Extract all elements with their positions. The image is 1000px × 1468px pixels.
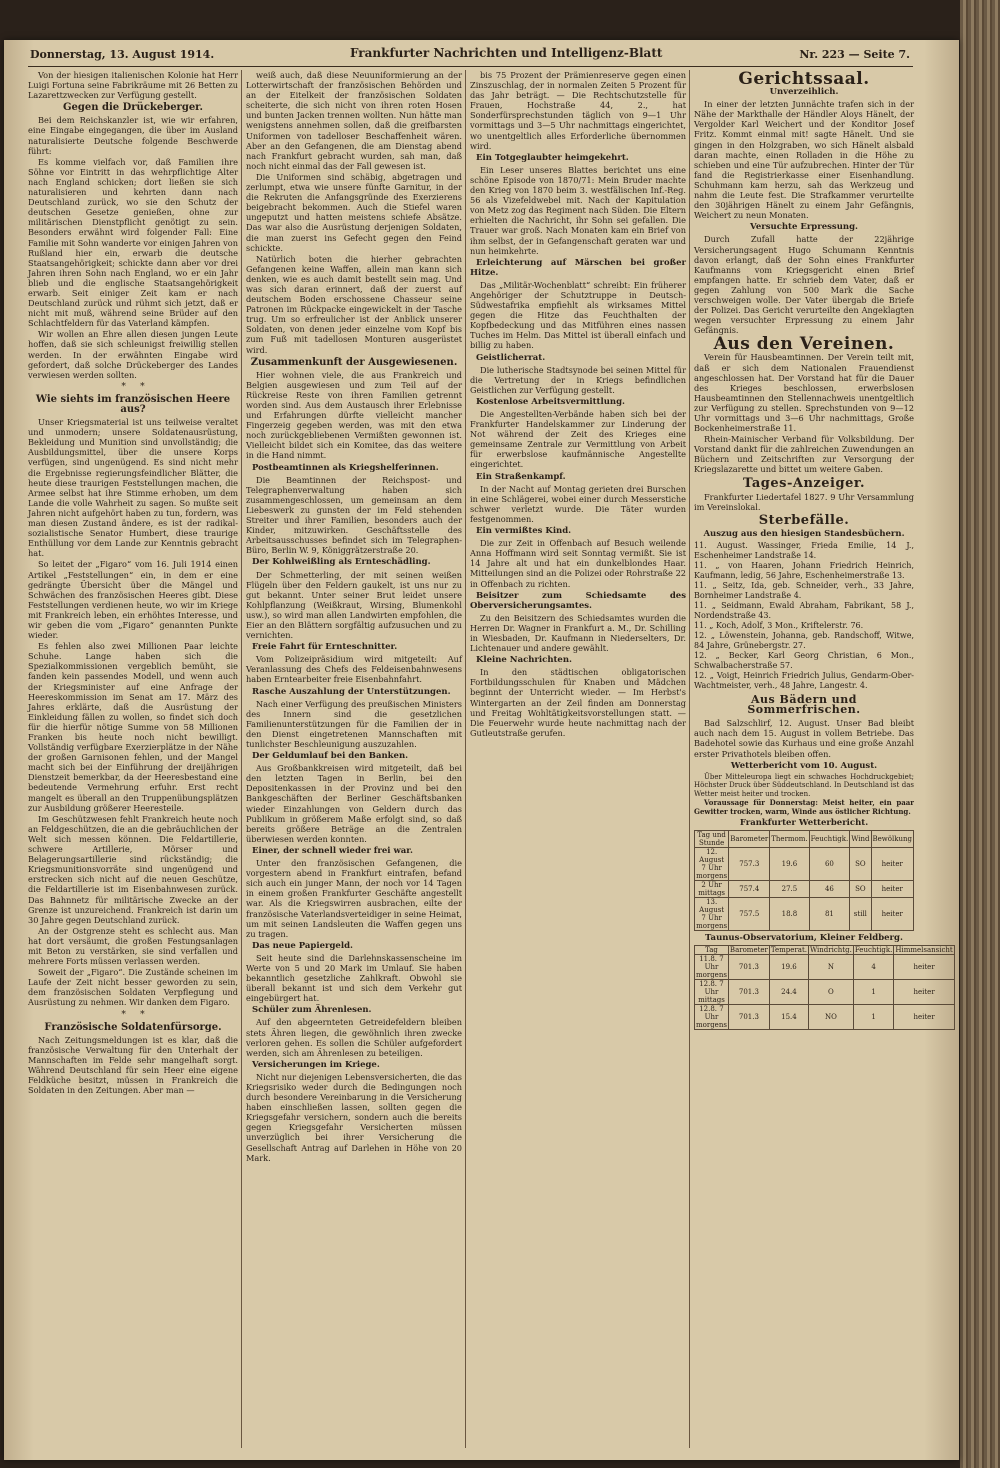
- header-page-number: Nr. 223 — Seite 7.: [799, 48, 910, 61]
- table-cell: 757.5: [729, 898, 770, 931]
- section-subtitle: Unverzeihlich.: [769, 87, 839, 98]
- article-text: Bei dem Reichskanzler ist, wie wir erfahren, eine Eingabe eingegangen, die über im Ausland naturalisierte Deutsche folgende Beschwerde führt:: [28, 115, 238, 156]
- column-4: [694, 69, 953, 1450]
- header-rule: [28, 66, 913, 67]
- table-cell: 18.8: [770, 898, 809, 931]
- article-text: Die Beamtinnen der Reichspost- und Telegraphenverwaltung haben sich zusammengeschlossen, um gemeinsam an dem Liebeswerk zu gunsten der im Feld stehenden Streiter und ihrer Familien, besonders auch der Kinder, mitzuwirken. Geschäftsstelle des Arbeitsausschusses befindet sich im Telegraphen-Büro, Berlin W. 9, Königgrätzerstraße 20.: [246, 474, 462, 556]
- article-text: Zu den Beisitzern des Schiedsamtes wurden die Herren Dr. Wagner in Frankfurt a. M., Dr. Schilling in Wiesbaden, Dr. Kaufmann in Niederselters, Dr. Lichtenauer und andere gewählt.: [470, 612, 686, 654]
- table-cell: 60: [809, 848, 850, 881]
- article-subheading: Erleichterung auf Märschen bei großer Hitze.: [470, 257, 686, 278]
- table-cell: heiter: [894, 1005, 954, 1030]
- table-header: Thermom.: [770, 831, 809, 848]
- section-subtitle: Auszug aus den hiesigen Standesbüchern.: [703, 528, 905, 539]
- section-title-courtroom: Gerichtssaal.: [738, 69, 870, 89]
- table-cell: 1: [853, 1005, 894, 1030]
- table-cell: 13. August 7 Uhr morgens: [696, 898, 728, 931]
- list-item: 11. „ Seitz, Ida, geb. Schneider, verh., 33 Jahre, Bornheimer Landstraße 4.: [694, 581, 914, 601]
- article-text: Die lutherische Stadtsynode bei seinen Mittel für die Vertretung der in Kriegs befindlichen Geistlichen zur Verfügung gestellt.: [470, 364, 686, 395]
- article-text: Seit heute sind die Darlehnskassenscheine im Werte von 5 und 20 Mark im Umlauf. Sie haben bekanntlich gesetzliche Zahlkraft. Obwohl sie überall bekannt ist und sich dem Verkehr gut eingebürgert hat.: [246, 952, 462, 1004]
- article-text: Aus Großbankkreisen wird mitgeteilt, daß bei den letzten Tagen in Berlin, bei den Depositenkassen in der Provinz und bei den Bankgeschäften der Berliner Geschäftsbanken wieder Einzahlungen von Geldern durch das Publikum in größerem Maße erfolgt sind, so daß bereits größere Beträge an die Zentralen überwiesen werden konnten.: [246, 763, 462, 844]
- article-subheading: Versicherungen im Kriege.: [252, 1059, 380, 1070]
- table-cell: heiter: [894, 955, 954, 980]
- table-cell: 81: [809, 898, 850, 931]
- table-row: [695, 831, 914, 848]
- table-header: Tag und Stunde: [695, 831, 729, 848]
- section-title-daily-notices: Tages-Anzeiger.: [742, 475, 866, 491]
- article-subheading: Ein Totgeglaubter heimgekehrt.: [476, 152, 629, 163]
- list-item: 11. „ Seidmann, Ewald Abraham, Fabrikant, 58 J., Nordendstraße 43.: [694, 601, 914, 621]
- article-subheading: Der Kohlweißling als Ernteschädling.: [252, 557, 431, 568]
- table-cell: NO: [808, 1005, 853, 1030]
- table-cell: 12.8. 7 Uhr morgens: [696, 1005, 727, 1030]
- article-subheading: Rasche Auszahlung der Unterstützungen.: [252, 686, 451, 697]
- list-item: 11. „ von Haaren, Johann Friedrich Heinrich, Kaufmann, ledig, 56 Jahre, Eschenheimerstraße 13.: [694, 561, 914, 581]
- article-subheading: Postbeamtinnen als Kriegshelferinnen.: [252, 462, 439, 473]
- article-subheading: Kleine Nachrichten.: [476, 655, 572, 666]
- column-divider: [465, 70, 466, 1448]
- article-subheading: Ein Straßenkampf.: [476, 471, 566, 482]
- table-cell: still: [850, 898, 871, 931]
- article-text: weiß auch, daß diese Neuuniformierung an der Lotterwirtschaft der französischen Behörden und an der Eitelkeit der französischen Soldaten scheiterte, die sich nicht von ihren roten Hosen und bunten Jacken trennen wollten. Nun hätte man wenigstens annehmen sollen, daß die greifbarsten Uniformen von tadelloser Beschaffenheit wären. Aber an den Gefangenen, die am Dienstag abend nach Frankfurt gebracht wurden, sah man, daß noch nicht einmal das der Fall gewesen ist.: [246, 70, 462, 171]
- separator-stars: * *: [121, 1009, 145, 1020]
- column-3: [470, 70, 686, 1450]
- article-text: Vom Polizeipräsidium wird mitgeteilt: Auf Veranlassung des Chefs des Feldeisenbahnwesens haben Erntearbeiter freie Eisenbahnfahrt.: [246, 654, 462, 685]
- table-header: Himmelsansicht: [895, 946, 953, 955]
- list-item: 12. „ Becker, Karl Georg Christian, 6 Mon., Schwalbacherstraße 57.: [694, 651, 914, 671]
- article-heading: Französische Soldatenfürsorge.: [44, 1021, 222, 1033]
- article-subheading: Kostenlose Arbeitsvermittlung.: [476, 396, 625, 407]
- article-text: Nicht nur diejenigen Lebensversicherten, die das Kriegsrisiko weder durch die Bedingungen noch durch besondere Vereinbarung in die Versicherung haben einschließen lassen, sollten gegen die Kriegsgefahr versichern, sondern auch die bereits gegen Kriegsgefahr Versicherten müssen unverzüglich bei ihrer Versicherung die Gesellschaft Antrag auf Darlehen in Höhe von 20 Mark.: [246, 1071, 462, 1163]
- list-item: 12. „ Voigt, Heinrich Friedrich Julius, Gendarm-Ober-Wachtmeister, verh., 48 Jahre, Langestr. 4.: [694, 671, 914, 691]
- table-cell: 24.4: [769, 980, 808, 1005]
- page-header: [30, 46, 910, 66]
- table-row: [695, 1005, 955, 1030]
- table-cell: N: [808, 955, 853, 980]
- table-header: Barometer: [729, 831, 770, 848]
- table-cell: 12. August 7 Uhr morgens: [696, 848, 728, 881]
- header-masthead: Frankfurter Nachrichten und Intelligenz-Blatt: [350, 46, 663, 60]
- weather-report-title: Wetterbericht vom 10. August.: [730, 760, 878, 771]
- section-title-spas: Aus Bädern und Sommerfrischen.: [747, 693, 861, 717]
- article-text: Auf den abgeernteten Getreidefeldern bleiben stets Ähren liegen, die gewöhnlich ihren zwecke verloren gehen. Es sollen die Schüler aufgefordert werden, sich am Ährenlesen zu beteiligen.: [246, 1017, 462, 1058]
- article-text: Die Angestellten-Verbände haben sich bei der Frankfurter Handelskammer zur Linderung der Not während der Zeit des Krieges eine gemeinsame Zentrale zur Vermittlung von Arbeit für erwerbslose kaufmännische Angestellte eingerichtet.: [470, 409, 686, 470]
- table-cell: 19.6: [769, 955, 808, 980]
- article-text: Durch Zufall hatte der 22jährige Versicherungsagent Hugo Schumann Kenntnis davon erlangt, daß der Sohn eines Frankfurter Kaufmanns vom Kriegsgericht einen Brief empfangen hatte. Er schrieb dem Vater, daß er gegen Zahlung von 500 Mark die Sache verschweigen wolle. Der Vater übergab die Briefe der Polizei. Das Gericht verurteilte den Angeklagten wegen versuchter Erpressung zu einem Jahr Gefängnis.: [694, 234, 914, 336]
- column-1: [28, 70, 238, 1450]
- table-row: [695, 848, 914, 881]
- article-subheading: Schüler zum Ährenlesen.: [252, 1005, 372, 1016]
- article-text: In den städtischen obligatorischen Fortbildungsschulen für Knaben und Mädchen beginnt der Unterricht wieder. — Im Herbst's Wintergarten an der Zeil finden am Donnerstag und Freitag Wohltätigkeitsvorstellungen statt. — Die Feuerwehr wurde heute nachmittag nach der Gutleutstraße gerufen.: [470, 667, 686, 738]
- article-heading: Wie siehts im französischen Heere aus?: [35, 393, 231, 415]
- table-row: [695, 980, 955, 1005]
- article-text: Der Schmetterling, der mit seinen weißen Flügeln über den Feldern gaukelt, ist uns nur zu gut bekannt. Unter seiner Brut leidet unsere Kohlpflanzung (Weißkraut, Wirsing, Blumenkohl usw.), so wird man allen Landwirten empfohlen, die Eier an den Blättern sorgfältig aufzusuchen und zu vernichten.: [246, 569, 462, 641]
- weather-table-title: Taunus-Observatorium, Kleiner Feldberg.: [705, 933, 903, 944]
- article-text: Frankfurter Liedertafel 1827. 9 Uhr Versammlung im Vereinslokal.: [694, 491, 914, 512]
- article-text: Von der hiesigen italienischen Kolonie hat Herr Luigi Fortuna seine Fabrikräume mit 26 Betten zu Lazarettzwecken zur Verfügung gestellt.: [28, 70, 238, 101]
- article-text: Ein Leser unseres Blattes berichtet uns eine schöne Episode von 1870/71: Mein Bruder machte den Krieg von 1870 beim 3. westfälischen Inf.-Reg. 56 als Vizefeldwebel mit. Nach der Kapitulation von Metz zog das Regiment nach Süden. Die Eltern erhielten die Nachricht, ihr Sohn sei gefallen. Die Trauer war groß. Nach Monaten kam ein Brief von ihm selbst, der in Gefangenschaft geraten war und nun heimkehrte.: [470, 164, 686, 256]
- article-subheading: Geistlicherrat.: [476, 352, 546, 363]
- article-text: Bad Salzschlirf, 12. August. Unser Bad bleibt auch nach dem 15. August in vollem Betriebe. Das Badehotel sowie das Kurhaus und eine große Anzahl erster Privathotels bleiben offen.: [694, 718, 914, 759]
- article-text: Wir wollen an Ehre allen diesen jungen Leute hoffen, daß sie sich schleunigst freiwillig stellen werden. In der erwähnten Eingabe wird gefordert, daß solche Drückeberger des Landes verwiesen werden sollten.: [28, 329, 238, 380]
- article-text: Nach einer Verfügung des preußischen Ministers des Innern sind die gesetzlichen Familienunterstützungen für die Familien der in den Dienst eingetretenen Mannschaften mit tunlichster Beschleunigung auszuzahlen.: [246, 698, 462, 749]
- table-cell: 701.3: [728, 1005, 769, 1030]
- article-heading: Zusammenkunft der Ausgewiesenen.: [250, 356, 458, 368]
- article-text: In der Nacht auf Montag gerieten drei Burschen in eine Schlägerei, wobei einer durch Messerstiche schwer verletzt wurde. Die Täter wurden festgenommen.: [470, 483, 686, 524]
- table-cell: SO: [850, 848, 871, 881]
- table-header: Bewölkung: [871, 831, 913, 848]
- table-cell: heiter: [871, 898, 913, 931]
- table-header: Temperat.: [770, 946, 807, 955]
- table-cell: 46: [809, 881, 850, 898]
- table-cell: heiter: [894, 980, 954, 1005]
- table-cell: 4: [853, 955, 894, 980]
- weather-report-text: Über Mitteleuropa liegt ein schwaches Hochdruckgebiet; Höchster Druck über Süddeutschland. In Deutschland ist das Wetter meist heiter und trocken.: [694, 772, 914, 798]
- article-subheading: Das neue Papiergeld.: [252, 940, 353, 951]
- list-item: 12. „ Löwenstein, Johanna, geb. Randschoff, Witwe, 84 Jahre, Grünebergstr. 27.: [694, 631, 914, 651]
- article-text: Hier wohnen viele, die aus Frankreich und Belgien ausgewiesen und zum Teil auf der Rückreise Reste von ihren Familien getrennt worden sind. Aus dem Austausch ihrer Erlebnisse und Erfahrungen dürfte vielleicht mancher Fingerzeig gegeben werden, was mit den etwa noch zurückgebliebenen Vermißten gewonnen ist. Vielleicht bildet sich ein Komitee, das das weitere in die Hand nimmt.: [246, 369, 462, 461]
- table-cell: heiter: [871, 848, 913, 881]
- column-2: [246, 70, 462, 1450]
- table-cell: 12.8. 7 Uhr mittags: [695, 980, 729, 1005]
- section-subtitle: Versuchte Erpressung.: [750, 222, 858, 233]
- article-text: Nach Zeitungsmeldungen ist es klar, daß die französische Verwaltung für den Unterhalt der Mannschaften im Felde sehr mangelhaft sorgt. Während Deutschland für sein Heer eine eigene Feldküche besitzt, müssen in Frankreich die Soldaten in den Zeitungen. Aber man —: [28, 1034, 238, 1096]
- article-subheading: Der Geldumlauf bei den Banken.: [252, 751, 409, 762]
- article-text: Unser Kriegsmaterial ist uns teilweise veraltet und unmodern; unsere Soldatenausrüstung, Bekleidung und Munition sind unvollständig; die Ausbildungsmittel, über die unsere Korps verfügen, sind ungenügend. Es sind nicht mehr die Ergebnisse regierungsfeindlicher Blätter, die heute diese traurigen Feststellungen machen, die Armee selbst hat ihre Stimme erhoben, um dem Lande die volle Wahrheit zu sagen. So mußte seit Jahren nicht aufgehört haben zu tun, fordern, was man diesen Zustand ändere, es ist der radikal-sozialistische Senator Humbert, diese traurige Enthüllung vor dem Lande zur Kenntnis gebracht hat.: [28, 417, 238, 559]
- book-spine: [960, 0, 1000, 1468]
- table-cell: 757.4: [729, 881, 770, 898]
- column-divider: [241, 70, 242, 1448]
- header-date: Donnerstag, 13. August 1914.: [30, 48, 215, 61]
- table-row: [695, 881, 914, 898]
- list-item: 11. „ Koch, Adolf, 3 Mon., Kriftelerstr. 76.: [694, 621, 864, 631]
- table-header: Feuchtigk.: [854, 946, 893, 955]
- table-cell: 2 Uhr mittags: [695, 881, 729, 898]
- article-text: Natürlich boten die hierher gebrachten Gefangenen keine Waffen, allein man kann sich denken, wie es auch damit bestellt sein mag. Und was sich daran erinnert, daß der zuerst auf deutschem Boden erschossene Chasseur seine Patronen im Rückpacke eingewickelt in der Tasche trug. Um so erfreulicher ist der Anblick unserer Soldaten, von denen jeder einzelne vom Kopf bis zum Fuß mit tadellosen Monturen ausgerüstet wird.: [246, 253, 462, 355]
- column-divider: [689, 70, 690, 1448]
- article-text: Verein für Hausbeamtinnen. Der Verein teilt mit, daß er sich dem Nationalen Frauendienst angeschlossen hat. Der Vorstand hat für die Dauer des Krieges beschlossen, erwerbslosen Hausbeamtinnen den Stellennachweis unentgeltlich zur Verfügung zu stellen. Sprechstunden von 9—12 Uhr vormittags und 3—6 Uhr nachmittags, Große Bockenheimerstraße 11.: [694, 352, 914, 434]
- article-text: Die zur Zeit in Offenbach auf Besuch weilende Anna Hoffmann wird seit Sonntag vermißt. Sie ist 14 Jahre alt und hat ein dunkelblondes Haar. Mitteilungen sind an die Polizei oder Rohrstraße 22 in Offenbach zu richten.: [470, 538, 686, 589]
- table-cell: 27.5: [770, 881, 809, 898]
- section-title-associations: Aus den Vereinen.: [713, 334, 895, 355]
- weather-table-feldberg: [694, 945, 955, 1030]
- separator-stars: * *: [121, 381, 145, 392]
- death-list: [694, 541, 914, 691]
- article-text: Unter den französischen Gefangenen, die vorgestern abend in Frankfurt eintrafen, befand sich auch ein junger Mann, der noch vor 14 Tagen in einem großen Frankfurter Geschäfte angestellt war. Als die Kriegswirren ausbrachen, eilte der französische Vaterlandsverteidiger in seine Heimat, um mit seinen Landsleuten die Waffen gegen uns zu tragen.: [246, 858, 462, 939]
- article-heading: Gegen die Drückeberger.: [62, 102, 204, 114]
- table-header: Windrichtg.: [809, 946, 852, 955]
- article-text: bis 75 Prozent der Prämienreserve gegen einen Zinszuschlag, der in normalen Zeiten 5 Prozent für das Jahr beträgt. — Die Rechtschutzstelle für Frauen, Hochstraße 44, 2., hat Sonderfürsprechstunden täglich von 9—1 Uhr vormittags und 3—5 Uhr nachmittags eingerichtet, wo unentgeltlich alles Erforderliche übernommen wird.: [470, 70, 686, 151]
- article-subheading: Freie Fahrt für Ernteschnitter.: [252, 642, 398, 653]
- table-cell: 15.4: [769, 1005, 808, 1030]
- table-cell: 1: [853, 980, 894, 1005]
- table-header: Wind: [850, 831, 871, 848]
- article-text: Soweit der „Figaro“. Die Zustände scheinen im Laufe der Zeit nicht besser geworden zu sein, dem französischen Soldaten Verpflegung und Ausrüstung zu nehmen. Wir danken dem Figaro.: [28, 967, 238, 1008]
- weather-forecast: Voraussage für Donnerstag: Meist heiter, ein paar Gewitter trocken, warm, Winde aus östlicher Richtung.: [694, 798, 914, 816]
- table-cell: heiter: [871, 881, 913, 898]
- list-item: 11. August. Wassinger, Frieda Emilie, 14 J., Eschenheimer Landstraße 14.: [694, 541, 914, 561]
- article-text: Rhein-Mainischer Verband für Volksbildung. Der Vorstand dankt für die zahlreichen Zuwendungen an Büchern und Zeitschriften zur Versorgung der Kriegslazarette und bittet um weitere Gaben.: [694, 434, 914, 475]
- table-cell: 701.3: [728, 980, 769, 1005]
- table-cell: 757.3: [729, 848, 770, 881]
- article-text: Es fehlen also zwei Millionen Paar leichte Schuhe. Lange haben sich die Spezialkommissionen vergeblich bemüht, sie fanden kein passendes Modell, und wenn auch der Kriegsminister auf eine Anfrage der Heereskommission im Senat am 17. März des Jahres erklärte, daß die Ausrüstung der Einkleidung fällen zu wollen, so findet sich doch für die hierfür nötige Summe von 58 Millionen Franken bis heute noch nicht bewilligt. Vollständig verfügbare Exerzierplätze in der Nähe der großen Garnisonen fehlen, und der Mangel macht sich bei der Einführung der dreijährigen Dienstzeit bemerkbar, da der Heeresbestand eine bedeutende Vermehrung erfuhr. Erst recht mangelt es überall an den Truppenübungsplätzen zur Ausbildung größerer Heeresteile.: [28, 641, 238, 813]
- article-subheading: Beisitzer zum Schiedsamte des Oberversicherungsamtes.: [470, 590, 686, 611]
- article-text: Das „Militär-Wochenblatt“ schreibt: Ein früherer Angehöriger der Schutztruppe in Deutsch-Südwestafrika empfiehlt als wirksames Mittel gegen die Hitze das Feuchthalten der Kopfbedeckung und das Mitführen eines nassen Tuches im Helm. Das Mittel ist überall einfach und billig zu haben.: [470, 279, 686, 351]
- article-text: Es komme vielfach vor, daß Familien ihre Söhne vor Eintritt in das wehrpflichtige Alter nach England schicken; dort ließen sie sich naturalisieren und kehrten dann nach Deutschland zurück, wo sie den Schutz der deutschen Gesetze genießen, ohne zur militärischen Dienstpflicht genötigt zu sein. Besonders erwähnt wird folgender Fall: Eine Familie mit Sohn wanderte vor einigen Jahren von Rußland hier ein, erwarb die deutsche Staatsangehörigkeit; schickte dann aber vor drei Jahren ihren Sohn nach England, wo er ein Jahr blieb und die englische Staatsangehörigkeit erwarb. Seit einiger Zeit kam er nach Deutschland zurück und rühmt sich jetzt, daß er nicht mit muß, während seine Brüder auf den Schlachtfeldern für das Vaterland kämpfen.: [28, 156, 238, 329]
- article-text: So leitet der „Figaro“ vom 16. Juli 1914 einen Artikel „Feststellungen“ ein, in dem er eine gedrängte Übersicht über die Mängel und Schwächen des französischen Heeres gibt. Diese Feststellungen verdienen heute, wo wir im Kriege mit Frankreich leben, ein erhöhtes Interesse, und wir geben die vom „Figaro“ genannten Punkte wieder.: [28, 559, 238, 641]
- weather-table-frankfurt: [694, 830, 914, 931]
- weather-table-title: Frankfurter Wetterbericht.: [739, 818, 869, 829]
- table-cell: SO: [850, 881, 871, 898]
- table-cell: 11.8. 7 Uhr morgens: [696, 955, 727, 980]
- table-header: Barometer: [729, 946, 768, 955]
- table-header: Tag: [695, 946, 729, 955]
- article-subheading: Ein vermißtes Kind.: [476, 526, 572, 537]
- article-subheading: Einer, der schnell wieder frei war.: [252, 845, 413, 856]
- article-text: An der Ostgrenze steht es schlecht aus. Man hat dort versäumt, die großen Festungsanlagen mit Beton zu verstärken, sie sind verfallen und mehrere Forts müssen verlassen werden.: [28, 925, 238, 967]
- article-text: In einer der letzten Junnächte trafen sich in der Nähe der Markthalle der Händler Aloys Hänelt, der Vergolder Karl Weichert und der Konditor Josef Fritz. Kommt einmal mit! sagte Hänelt. Und sie gingen in den Holzgraben, wo sich Hänelt alsbald daran machte, einen Rolladen in die Höhe zu schieben und eine Tür aufzubrechen. Hinter der Tür fand die Registrierkasse einer Eisenhandlung. Schuhmann kam herzu, sah das Werkzeug und nahm die Leute fest. Die Strafkammer verurteilte den 30jährigen Hänelt zu einem Jahr Gefängnis, Weichert zu neun Monaten.: [694, 99, 914, 221]
- article-text: Die Uniformen sind schäbig, abgetragen und zerlumpt, etwa wie unsere fünfte Garnitur, in der die Rekruten die Anfangsgründe des Exerzierens beigebracht bekommen. Auch die Stiefel waren ungeputzt und hatten meistens schiefe Absätze. Das war also die Ausrüstung derjenigen Soldaten, die man zuerst ins Gefecht gegen den Feind schickte.: [246, 171, 462, 253]
- table-row: [695, 946, 955, 955]
- table-row: [695, 955, 955, 980]
- table-cell: O: [808, 980, 853, 1005]
- table-cell: 19.6: [770, 848, 809, 881]
- table-cell: 701.3: [728, 955, 769, 980]
- section-title-deaths: Sterbefälle.: [758, 512, 850, 528]
- table-row: [695, 898, 914, 931]
- article-text: Im Geschützwesen fehlt Frankreich heute noch an Feldgeschützen, die an die gebräuchlichen der Welt sich messen können. Die Feldartillerie, schwere Artillerie, Mörser und Belagerungsartillerie sind rückständig; die Kriegsmunitionsvorräte sind ungenügend und erstrecken sich nicht auf die neuen Geschütze, die Feldartillerie ist im Eisenbahnwesen zurück. Das Bahnnetz für militärische Zwecke an der Grenze ist unzureichend. Frankreich ist darin um 30 Jahre gegen Deutschland zurück.: [28, 813, 238, 925]
- table-header: Feuchtigk.: [809, 831, 850, 848]
